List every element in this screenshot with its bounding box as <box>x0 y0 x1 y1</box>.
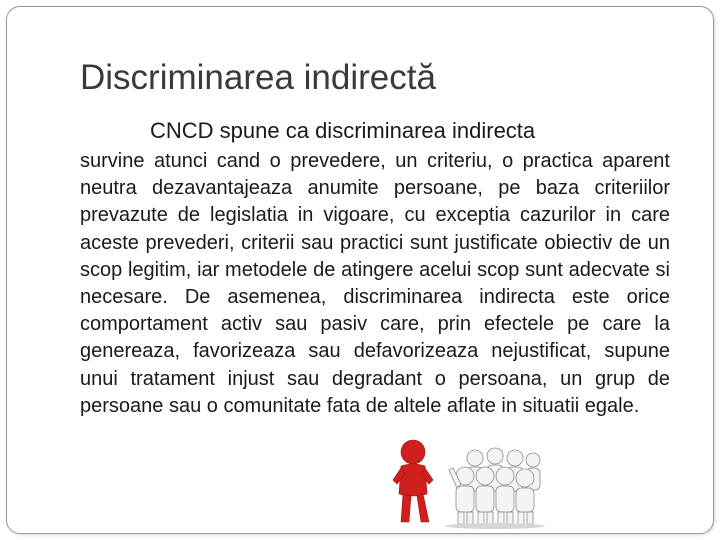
outcast-figure-icon <box>383 436 555 530</box>
slide-title: Discriminarea indirectă <box>80 58 436 97</box>
people-group-illustration <box>383 436 555 530</box>
lead-text: CNCD spune ca discriminarea indirecta <box>150 118 536 143</box>
body-paragraph: survine atunci cand o prevedere, un criteriu, o practica aparent neutra dezavantajeaza anumite persoane, pe baza criteriilor prevazute de legislatia in vigoare, cu exceptia cazurilor in care aceste prevederi, criterii sau practici sunt justificate obiectiv de un scop legitim, iar metodele de atingere acelui scop sunt adecvate si necesare. De asemenea, discriminarea indirecta este orice comportament activ sau pasiv care, prin efectele pe care la genereaza, favorizeaza sau defavorizeaza nejustificat, supune unui tratament injust sau degradant o persoana, un grup de persoane sau o comunitate fata de altele aflate in situatii egale. <box>80 150 670 417</box>
